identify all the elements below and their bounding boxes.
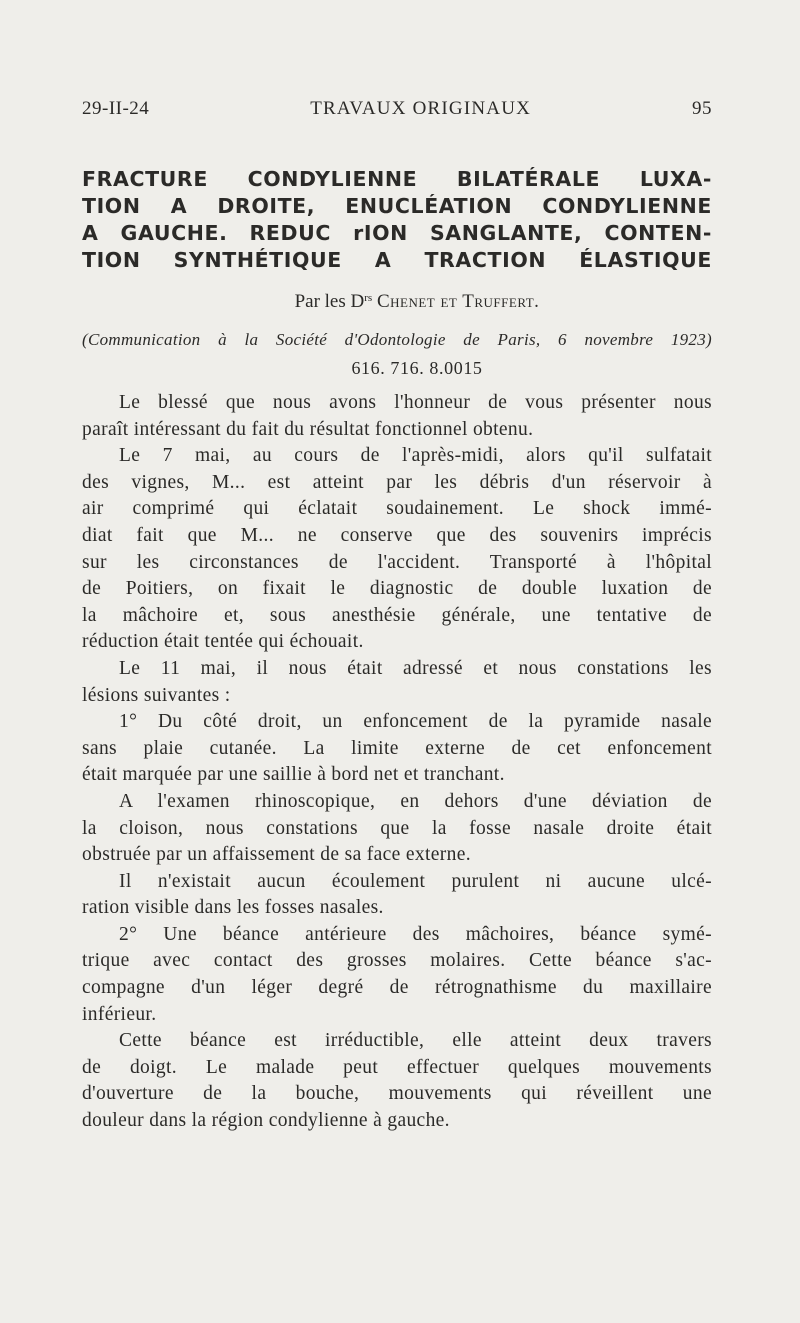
text-line: air comprimé qui éclatait soudainement. Le shock immé- bbox=[82, 498, 712, 520]
text-line: obstruée par un affaissement de sa face externe. bbox=[82, 844, 471, 866]
authors-prefix-sup: rs bbox=[364, 292, 373, 304]
text-line: sur les circonstances de l'accident. Transporté à l'hôpital bbox=[82, 551, 712, 573]
text-line: diat fait que M... ne conserve que des souvenirs imprécis bbox=[82, 524, 712, 546]
paragraph bbox=[82, 869, 712, 922]
communication-note: (Communication à la Société d'Odontologie de Paris, 6 novembre 1923) bbox=[82, 330, 712, 349]
text-line: inférieur. bbox=[82, 1003, 157, 1025]
paragraph bbox=[82, 922, 712, 1028]
authors-prefix: Par les D bbox=[294, 291, 365, 312]
article-title bbox=[82, 166, 712, 274]
paragraph bbox=[82, 656, 712, 709]
paragraph bbox=[82, 390, 712, 443]
page bbox=[82, 98, 712, 1135]
header-date: 29-II-24 bbox=[82, 98, 150, 119]
text-line: Le 11 mai, il nous était adressé et nous constations les bbox=[119, 657, 712, 679]
text-line: de Poitiers, on fixait le diagnostic de double luxation de bbox=[82, 578, 712, 600]
text-line: douleur dans la région condylienne à gauche. bbox=[82, 1110, 450, 1132]
article-body bbox=[82, 390, 712, 1135]
authors-line bbox=[122, 285, 712, 315]
paragraph bbox=[82, 443, 712, 656]
text-line: de doigt. Le malade peut effectuer quelques mouvements bbox=[82, 1056, 712, 1078]
title-line: FRACTURE CONDYLIENNE BILATÉRALE LUXA- bbox=[82, 167, 712, 191]
text-line: d'ouverture de la bouche, mouvements qui réveillent une bbox=[82, 1083, 712, 1105]
running-head bbox=[82, 98, 712, 128]
text-line: trique avec contact des grosses molaires. Cette béance s'ac- bbox=[82, 950, 712, 972]
text-line: était marquée par une saillie à bord net et tranchant. bbox=[82, 764, 505, 786]
text-line: A l'examen rhinoscopique, en dehors d'une déviation de bbox=[119, 790, 712, 812]
title-line: TION A DROITE, ENUCLÉATION CONDYLIENNE bbox=[82, 194, 712, 218]
paragraph bbox=[82, 789, 712, 869]
text-line: paraît intéressant du fait du résultat fonctionnel obtenu. bbox=[82, 418, 534, 440]
text-line: des vignes, M... est atteint par les débris d'un réservoir à bbox=[82, 471, 712, 493]
text-line: réduction était tentée qui échouait. bbox=[82, 631, 364, 653]
page-number: 95 bbox=[691, 98, 712, 119]
text-line: la cloison, nous constations que la fosse nasale droite était bbox=[82, 817, 712, 839]
text-line: lésions suivantes : bbox=[82, 684, 231, 706]
text-line: 2° Une béance antérieure des mâchoires, béance symé- bbox=[119, 923, 712, 945]
text-line: Le 7 mai, au cours de l'après-midi, alors qu'il sulfatait bbox=[119, 445, 712, 467]
text-line: Il n'existait aucun écoulement purulent ni aucune ulcé- bbox=[119, 870, 712, 892]
title-line: A GAUCHE. REDUC rION SANGLANTE, CONTEN- bbox=[82, 221, 712, 245]
text-line: 1° Du côté droit, un enfoncement de la pyramide nasale bbox=[119, 711, 712, 733]
paragraph bbox=[82, 1028, 712, 1134]
title-line: TION SYNTHÉTIQUE A TRACTION ÉLASTIQUE bbox=[82, 248, 712, 272]
text-line: compagne d'un léger degré de rétrognathisme du maxillaire bbox=[82, 977, 712, 999]
paragraph bbox=[82, 709, 712, 789]
classification-number: 616. 716. 8.0015 bbox=[351, 358, 483, 378]
text-line: sans plaie cutanée. La limite externe de cet enfoncement bbox=[82, 737, 712, 759]
text-line: Cette béance est irréductible, elle atteint deux travers bbox=[119, 1030, 712, 1052]
text-line: Le blessé que nous avons l'honneur de vous présenter nous bbox=[119, 392, 712, 413]
authors-names: Chenet et Truffert. bbox=[376, 291, 540, 312]
header-section-title: TRAVAUX ORIGINAUX bbox=[310, 98, 532, 119]
text-line: la mâchoire et, sous anesthésie générale, une tentative de bbox=[82, 604, 712, 626]
text-line: ration visible dans les fosses nasales. bbox=[82, 897, 384, 919]
